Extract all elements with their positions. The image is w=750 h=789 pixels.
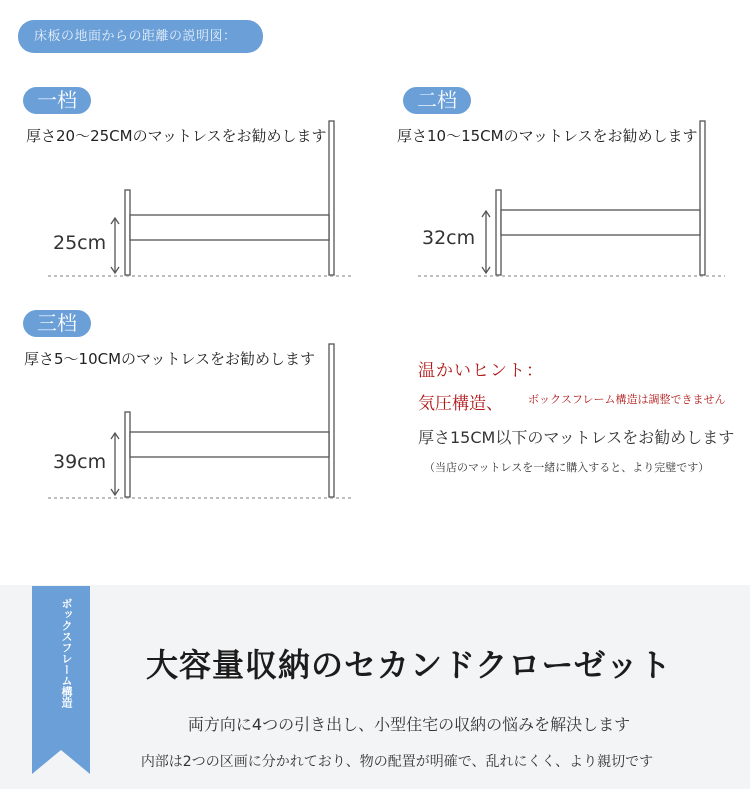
level-2-badge: 二档 xyxy=(403,87,471,114)
feature-line-1: 両方向に4つの引き出し、小型住宅の収納の悩みを解決します xyxy=(187,715,631,734)
level-1-recommendation: 厚さ20〜25CMのマットレスをお勧めします xyxy=(26,127,327,145)
level-2-height-label: 32cm xyxy=(422,227,476,249)
tip-store-note: （当店のマットレスを一緒に購入すると、より完璧です） xyxy=(424,461,710,474)
bed-diagram-level-2 xyxy=(418,121,725,276)
level-3-height-label: 39cm xyxy=(53,451,107,473)
level-1-height-label: 25cm xyxy=(53,232,107,254)
level-3-recommendation: 厚さ5〜10CMのマットレスをお勧めします xyxy=(24,350,315,368)
tip-title: 温かいヒント： xyxy=(418,361,544,381)
level-1-badge: 一档 xyxy=(23,87,91,114)
feature-title: 大容量収納のセカンドクローゼット xyxy=(145,646,673,684)
diagram-header-label: 床板の地面からの距離の説明図： xyxy=(18,20,263,53)
tip-structure: 気圧構造、 xyxy=(418,394,503,414)
tip-structure-note: ボックスフレーム構造は調整できません xyxy=(528,393,726,406)
bed-diagram-level-3 xyxy=(48,344,352,498)
tip-mattress: 厚さ15CM以下のマットレスをお勧めします xyxy=(418,428,735,447)
level-2-recommendation: 厚さ10〜15CMのマットレスをお勧めします xyxy=(397,127,698,145)
feature-line-2: 内部は2つの区画に分かれており、物の配置が明確で、乱れにくく、より親切です xyxy=(140,754,654,770)
ribbon-label: ボックスフレーム構造 xyxy=(60,598,73,708)
level-3-badge: 三档 xyxy=(23,310,91,337)
